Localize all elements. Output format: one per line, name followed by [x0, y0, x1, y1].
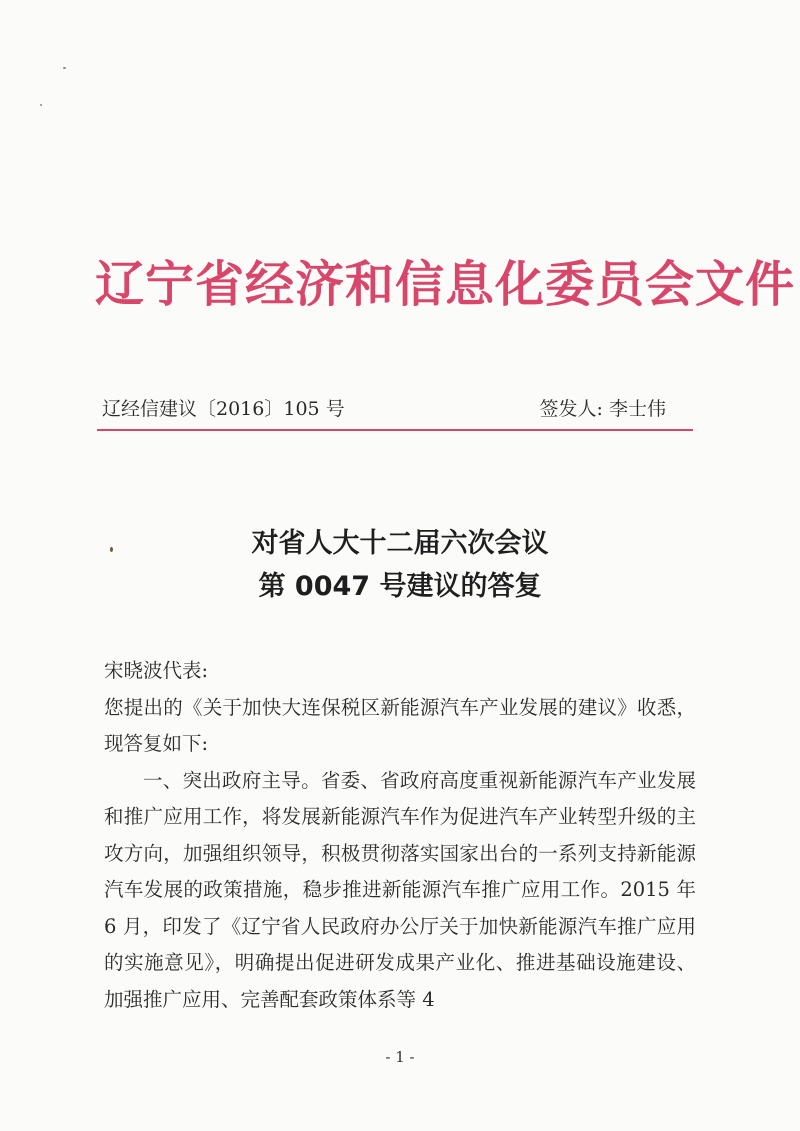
paragraph: 您提出的《关于加快大连保税区新能源汽车产业发展的建议》收悉，现答复如下: — [104, 695, 696, 755]
reply-title-line-1: 对省人大十二届六次会议 — [251, 528, 549, 559]
document-number: 辽经信建议〔2016〕105 号 — [102, 398, 345, 420]
reply-title-line-2: 第 0047 号建议的答复 — [258, 571, 542, 602]
reply-title — [0, 522, 800, 608]
document-meta — [102, 394, 692, 424]
scan-speck — [63, 67, 66, 69]
page-number: - 1 - — [385, 1048, 415, 1066]
signer: 签发人: 李士伟 — [539, 398, 666, 420]
red-divider — [97, 429, 693, 431]
scan-speck — [40, 104, 42, 106]
body-text — [104, 653, 696, 1018]
paragraph: 一、突出政府主导。省委、省政府高度重视新能源汽车产业发展和推广应用工作，将发展新能源汽车作为促进汽车产业转型升级的主攻方向，加强组织领导，积极贯彻落实国家出台的一系列支持新能源汽车发展的政策措施，稳步推进新能源汽车推广应用工作。2015 年 6 月，印发了《辽宁省人民政府办公厅关于加快新能源汽车推广应用的实施意见》，明确提出促进研发成果产业化、推进基础设施建设、加强推广应用、完善配套政策体系等 4 — [104, 768, 696, 1011]
salutation: 宋晓波代表: — [104, 659, 209, 682]
issuing-authority-title: 辽宁省经济和信息化委员会文件 — [95, 255, 796, 313]
